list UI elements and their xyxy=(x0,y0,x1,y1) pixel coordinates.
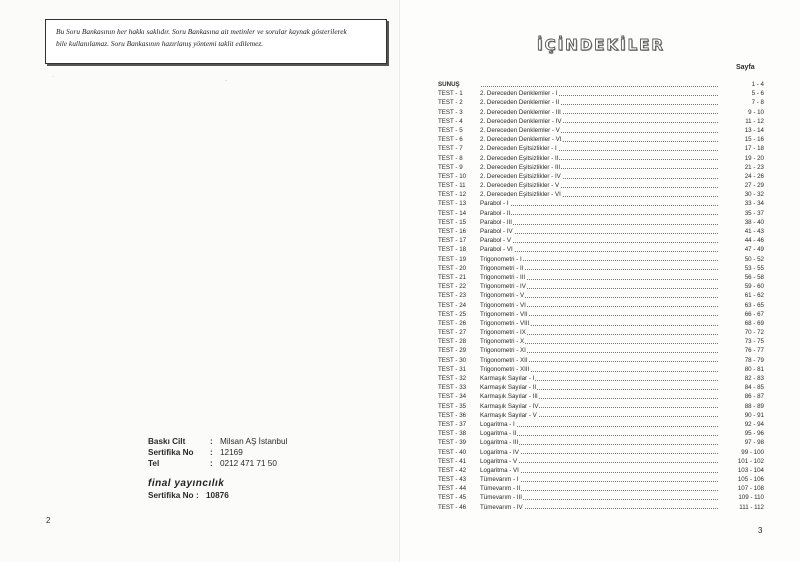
toc-page-range: 66 - 67 xyxy=(744,310,764,318)
toc-row xyxy=(438,374,764,383)
toc-row xyxy=(438,503,764,512)
toc-entry-title xyxy=(480,218,720,227)
toc-page-range: 7 - 8 xyxy=(751,99,764,107)
toc-row xyxy=(438,264,764,273)
scan-speck: · xyxy=(225,78,227,84)
toc-test-number: TEST - 28 xyxy=(438,338,467,346)
toc-entry-title-text: Karmaşık Sayılar - III xyxy=(480,393,538,401)
toc-test-number: TEST - 29 xyxy=(438,347,467,355)
toc-row xyxy=(438,429,764,438)
toc-entry-title xyxy=(480,190,720,199)
toc-test-number: TEST - 45 xyxy=(438,494,467,502)
toc-entry-title-text: 2. Dereceden Denklemler - V xyxy=(480,126,560,134)
toc-row xyxy=(438,392,764,401)
toc-entry-title xyxy=(480,411,720,420)
toc-entry-title-text: 2. Dereceden Eşitsizlikler - III xyxy=(480,163,561,171)
toc-page-range: 50 - 52 xyxy=(744,255,764,263)
toc-test-number: TEST - 22 xyxy=(438,283,467,291)
toc-entry-title-text: 2. Dereceden Eşitsizlikler - IV xyxy=(480,172,561,180)
toc-entry-title-text: Karmaşık Sayılar - I xyxy=(480,375,535,382)
toc-entry-title xyxy=(480,475,720,484)
toc-page-range: 73 - 75 xyxy=(744,338,764,346)
toc-page-range: 56 - 58 xyxy=(744,273,764,281)
toc-page-range: 68 - 69 xyxy=(744,319,764,327)
toc-page-range: 59 - 60 xyxy=(744,283,764,291)
toc-row xyxy=(438,98,764,107)
page-number-right: 3 xyxy=(758,526,763,535)
toc-entry-title xyxy=(480,457,720,466)
imprint-row xyxy=(148,458,287,469)
toc-entry-title xyxy=(480,181,720,190)
toc-entry-title-text: Parabol - II xyxy=(480,209,511,217)
imprint-row xyxy=(148,447,287,458)
toc-entry-title xyxy=(480,420,720,429)
toc-entry-title-text: Parabol - III xyxy=(480,218,512,226)
toc-page-range: 19 - 20 xyxy=(744,154,764,162)
toc-test-number: TEST - 17 xyxy=(438,237,467,245)
toc-page-range: 103 - 104 xyxy=(737,466,764,474)
toc-page-range: 109 - 110 xyxy=(738,494,764,502)
toc-page-range: 41 - 43 xyxy=(744,228,764,235)
toc-entry-title xyxy=(480,503,720,512)
toc-entry-title-text: 2. Dereceden Denklemler - VI xyxy=(480,136,562,144)
toc-entry-title xyxy=(480,365,720,374)
toc-entry-title xyxy=(480,438,720,447)
toc-row xyxy=(438,438,764,447)
toc-page-range: 17 - 18 xyxy=(744,145,764,153)
toc-row xyxy=(438,301,764,310)
toc-entry-title-text: Trigonometri - III xyxy=(480,273,526,281)
toc-entry-title-text: Logaritma - IV xyxy=(480,448,519,456)
toc-test-number: TEST - 9 xyxy=(438,163,463,171)
toc-page-range: 101 - 102 xyxy=(737,457,764,465)
toc-test-number: TEST - 30 xyxy=(438,356,467,364)
toc-row xyxy=(438,117,764,126)
toc-test-number: TEST - 5 xyxy=(438,126,463,134)
publisher-certificate xyxy=(148,491,229,500)
toc-row xyxy=(438,227,764,236)
toc-test-number: TEST - 23 xyxy=(438,292,467,300)
toc-entry-title xyxy=(480,402,720,411)
toc-page-range: 1 - 4 xyxy=(751,81,764,88)
toc-row xyxy=(438,365,764,374)
toc-page-range: 76 - 77 xyxy=(744,347,764,355)
toc-entry-title xyxy=(480,163,720,172)
toc-test-number: TEST - 7 xyxy=(438,145,463,153)
toc-test-number: TEST - 8 xyxy=(438,154,463,162)
toc-entry-title xyxy=(480,383,720,392)
toc-row xyxy=(438,346,764,355)
toc-entry-title-text: Trigonometri - IX xyxy=(480,329,526,337)
toc-page-range: 30 - 32 xyxy=(744,191,764,199)
toc-entry-title-text: Tümevarım - I xyxy=(480,476,519,484)
toc-entry-title xyxy=(480,117,720,126)
toc-entry-title-text: Parabol - V xyxy=(480,237,511,245)
toc-row xyxy=(438,236,764,245)
toc-row xyxy=(438,218,764,227)
toc-entry-title xyxy=(480,374,720,383)
toc-page-range: 95 - 96 xyxy=(744,430,764,438)
toc-row xyxy=(438,154,764,163)
toc-test-number: TEST - 37 xyxy=(438,420,467,428)
toc-test-number: TEST - 25 xyxy=(438,310,467,318)
toc-test-number: TEST - 13 xyxy=(438,200,467,208)
toc-entry-title-text: Parabol - VI xyxy=(480,246,513,254)
scan-speck: · xyxy=(52,74,54,80)
toc-page-range: 61 - 62 xyxy=(744,292,764,300)
toc-entry-title xyxy=(480,236,720,245)
toc-page-range: 35 - 37 xyxy=(744,209,764,217)
toc-test-number: TEST - 42 xyxy=(438,466,467,474)
toc-test-number: TEST - 21 xyxy=(438,273,467,281)
toc-page-range: 107 - 108 xyxy=(737,485,764,493)
toc-page-range: 38 - 40 xyxy=(744,218,764,226)
toc-row xyxy=(438,457,764,466)
toc-test-number: TEST - 6 xyxy=(438,136,463,144)
toc-entry-title-text: Trigonometri - I xyxy=(480,255,522,263)
toc-row xyxy=(438,466,764,475)
toc-entry-title-text: Trigonometri - VII xyxy=(480,310,528,318)
toc-test-number: SUNUŞ xyxy=(438,81,460,88)
copyright-line: Bu Soru Bankasının her hakkı saklıdır. Soru Bankasına ait metinler ve sorular kaynak gösterilerek xyxy=(56,27,347,36)
page-column-header: Sayfa xyxy=(736,64,755,71)
toc-page-range: 80 - 81 xyxy=(744,365,764,373)
toc-entry-title-text: 2. Dereceden Eşitsizlikler - II xyxy=(480,154,559,162)
toc-test-number: TEST - 46 xyxy=(438,503,467,511)
toc-test-number: TEST - 3 xyxy=(438,108,463,116)
toc-test-number: TEST - 15 xyxy=(438,218,467,226)
toc-page-range: 21 - 23 xyxy=(744,163,764,171)
toc-row xyxy=(438,484,764,493)
toc-page-range: 11 - 12 xyxy=(745,117,764,125)
toc-entry-title-text: Trigonometri - XII xyxy=(480,356,528,364)
imprint-block xyxy=(148,436,287,469)
toc-test-number: TEST - 39 xyxy=(438,439,467,447)
toc-test-number: TEST - 16 xyxy=(438,228,467,235)
toc-entry-title xyxy=(480,392,720,401)
toc-page-range: 111 - 112 xyxy=(739,503,764,511)
toc-test-number: TEST - 35 xyxy=(438,402,467,410)
toc-row xyxy=(438,255,764,264)
toc-page-range: 5 - 6 xyxy=(751,90,764,98)
toc-row xyxy=(438,126,764,135)
toc-page-range: 24 - 26 xyxy=(744,172,764,180)
toc-page-range: 44 - 46 xyxy=(744,237,764,245)
toc-row xyxy=(438,190,764,199)
toc-entry-title xyxy=(480,255,720,264)
toc-test-number: TEST - 36 xyxy=(438,411,467,419)
toc-row xyxy=(438,108,764,117)
toc-entry-title-text: Parabol - IV xyxy=(480,228,513,235)
toc-row xyxy=(438,245,764,254)
toc-entry-title-text: Logaritma - II xyxy=(480,430,517,438)
toc-entry-title-text: Parabol - I xyxy=(480,200,509,208)
toc-page-range: 92 - 94 xyxy=(744,420,764,428)
page-number-left: 2 xyxy=(46,516,51,525)
toc-entry-title xyxy=(480,319,720,328)
toc-entry-title-text: Logaritma - I xyxy=(480,420,515,428)
toc-entry-title-text: 2. Dereceden Eşitsizlikler - VI xyxy=(480,191,561,199)
toc-entry-title-text: Trigonometri - XI xyxy=(480,347,526,355)
toc-entry-title-text: Trigonometri - IV xyxy=(480,283,526,291)
toc-test-number: TEST - 27 xyxy=(438,329,467,337)
toc-entry-title xyxy=(480,493,720,502)
toc-entry-title-text: 2. Dereceden Eşitsizlikler - V xyxy=(480,182,560,190)
toc-row xyxy=(438,493,764,502)
toc-page-range: 84 - 85 xyxy=(744,384,764,392)
toc-row xyxy=(438,172,764,181)
toc-entry-title xyxy=(480,80,720,89)
toc-page-range: 88 - 89 xyxy=(744,402,764,410)
toc-row xyxy=(438,163,764,172)
toc-page-range: 33 - 34 xyxy=(744,200,764,208)
toc-row xyxy=(438,402,764,411)
imprint-row xyxy=(148,436,287,447)
toc-page-range: 27 - 29 xyxy=(744,182,764,190)
toc-entry-title xyxy=(480,144,720,153)
toc-entry-title xyxy=(480,448,720,457)
toc-entry-title-text: Trigonometri - VI xyxy=(480,301,526,309)
colon: : xyxy=(196,491,199,500)
toc-entry-title xyxy=(480,245,720,254)
certificate-label: Sertifika No xyxy=(148,491,194,500)
toc-entry-title xyxy=(480,337,720,346)
publisher-logo: final yayıncılık xyxy=(148,478,225,489)
colon: : xyxy=(210,448,213,457)
toc-entry-title xyxy=(480,172,720,181)
copyright-line: bile kullanılamaz. Soru Bankasının hazırlanış yöntemi taklit edilemez. xyxy=(56,38,264,48)
toc-test-number: TEST - 32 xyxy=(438,375,467,382)
toc-entry-title xyxy=(480,209,720,218)
imprint-value: 12169 xyxy=(220,448,243,457)
copyright-notice-box xyxy=(45,19,387,64)
toc-row xyxy=(438,448,764,457)
toc-test-number: TEST - 1 xyxy=(438,90,463,98)
toc-entry-title-text: Trigonometri - II xyxy=(480,264,524,272)
toc-page-range: 99 - 100 xyxy=(741,448,764,456)
toc-page-range: 63 - 65 xyxy=(744,301,764,309)
toc-entry-title xyxy=(480,356,720,365)
imprint-value: Milsan AŞ İstanbul xyxy=(220,437,288,446)
toc-test-number: TEST - 4 xyxy=(438,117,463,125)
toc-row xyxy=(438,273,764,282)
toc-test-number: TEST - 26 xyxy=(438,319,467,327)
toc-page-range: 90 - 91 xyxy=(744,411,764,419)
toc-entry-title-text: 2. Dereceden Denklemler - III xyxy=(480,108,561,116)
toc-entry-title xyxy=(480,108,720,117)
toc-test-number: TEST - 33 xyxy=(438,384,467,392)
toc-entry-title-text: 2. Dereceden Denklemler - IV xyxy=(480,117,562,125)
toc-entry-title-text: Trigonometri - X xyxy=(480,338,525,346)
toc-test-number: TEST - 24 xyxy=(438,301,467,309)
toc-row xyxy=(438,181,764,190)
toc-entry-title xyxy=(480,484,720,493)
toc-test-number: TEST - 38 xyxy=(438,430,467,438)
toc-entry-title-text: Tümevarım - IV xyxy=(480,503,523,511)
toc-page-range: 86 - 87 xyxy=(744,393,764,401)
imprint-label: Sertifika No xyxy=(148,448,194,457)
toc-row xyxy=(438,383,764,392)
toc-test-number: TEST - 18 xyxy=(438,246,467,254)
toc-entry-title xyxy=(480,310,720,319)
toc-entry-title-text: Tümevarım - II xyxy=(480,485,521,493)
toc-page-range: 105 - 106 xyxy=(737,476,764,484)
toc-entry-title xyxy=(480,154,720,163)
toc-row xyxy=(438,80,764,89)
toc-page-range: 70 - 72 xyxy=(744,329,764,337)
toc-row xyxy=(438,420,764,429)
toc-row xyxy=(438,199,764,208)
toc-entry-title-text: Logaritma - VI xyxy=(480,466,519,474)
toc-entry-title xyxy=(480,264,720,273)
toc-entry-title xyxy=(480,135,720,144)
toc-row xyxy=(438,319,764,328)
toc-test-number: TEST - 11 xyxy=(438,182,466,190)
colon: : xyxy=(210,437,213,446)
toc-page-range: 9 - 10 xyxy=(748,108,764,116)
toc-entry-title-text: Tümevarım - III xyxy=(480,494,522,502)
toc-test-number: TEST - 19 xyxy=(438,255,467,263)
toc-entry-title xyxy=(480,429,720,438)
toc-test-number: TEST - 31 xyxy=(438,365,467,373)
toc-page-range: 53 - 55 xyxy=(744,264,764,272)
toc-row xyxy=(438,144,764,153)
toc-entry-title-text: Trigonometri - VIII xyxy=(480,319,530,327)
toc-entry-title xyxy=(480,126,720,135)
toc-entry-title xyxy=(480,273,720,282)
toc-test-number: TEST - 43 xyxy=(438,476,467,484)
toc-row xyxy=(438,310,764,319)
toc-entry-title xyxy=(480,89,720,98)
toc-row xyxy=(438,411,764,420)
toc-page-range: 97 - 98 xyxy=(744,439,764,447)
imprint-value: 0212 471 71 50 xyxy=(220,459,277,468)
toc-entry-title xyxy=(480,466,720,475)
toc-page-range: 78 - 79 xyxy=(744,356,764,364)
toc-entry-title xyxy=(480,227,720,236)
toc-entry-title-text: Trigonometri - V xyxy=(480,292,525,300)
toc-entry-title-text: 2. Dereceden Denklemler - II xyxy=(480,99,560,107)
toc-entry-title xyxy=(480,301,720,310)
toc-entry-title-text: Trigonometri - XIII xyxy=(480,365,530,373)
table-of-contents xyxy=(438,80,764,512)
toc-entry-title xyxy=(480,98,720,107)
toc-row xyxy=(438,337,764,346)
toc-entry-title-text: 2. Dereceden Denklemler - I xyxy=(480,90,558,98)
toc-entry-title-text: Logaritma - III xyxy=(480,439,519,447)
toc-test-number: TEST - 10 xyxy=(438,172,467,180)
toc-row xyxy=(438,356,764,365)
toc-test-number: TEST - 41 xyxy=(438,457,467,465)
toc-entry-title-text: 2. Dereceden Eşitsizlikler - I xyxy=(480,145,557,153)
colon: : xyxy=(210,459,213,468)
toc-row xyxy=(438,328,764,337)
toc-test-number: TEST - 14 xyxy=(438,209,467,217)
toc-entry-title xyxy=(480,282,720,291)
toc-entry-title xyxy=(480,328,720,337)
toc-test-number: TEST - 40 xyxy=(438,448,467,456)
toc-row xyxy=(438,475,764,484)
toc-entry-title-text: Karmaşık Sayılar - IV xyxy=(480,402,539,410)
toc-page-range: 82 - 83 xyxy=(744,375,764,382)
toc-entry-title xyxy=(480,291,720,300)
toc-test-number: TEST - 44 xyxy=(438,485,467,493)
toc-test-number: TEST - 20 xyxy=(438,264,467,272)
toc-entry-title-text: Karmaşık Sayılar - V xyxy=(480,411,537,419)
toc-entry-title xyxy=(480,346,720,355)
toc-entry-title-text: Logaritma - V xyxy=(480,457,518,465)
toc-row xyxy=(438,89,764,98)
toc-entry-title-text: Karmaşık Sayılar - II xyxy=(480,384,537,392)
toc-title: İÇİNDEKİLER xyxy=(537,36,665,54)
toc-page-range: 47 - 49 xyxy=(744,246,764,254)
imprint-label: Tel xyxy=(148,459,160,468)
toc-row xyxy=(438,135,764,144)
toc-row xyxy=(438,209,764,218)
certificate-value: 10876 xyxy=(206,491,229,500)
toc-entry-title-text xyxy=(480,81,481,88)
toc-row xyxy=(438,282,764,291)
imprint-label: Baskı Cilt xyxy=(148,437,186,446)
toc-page-range: 13 - 14 xyxy=(744,126,764,134)
toc-page-range: 15 - 16 xyxy=(744,136,764,144)
toc-row xyxy=(438,291,764,300)
toc-test-number: TEST - 2 xyxy=(438,99,463,107)
toc-test-number: TEST - 34 xyxy=(438,393,467,401)
toc-test-number: TEST - 12 xyxy=(438,191,467,199)
toc-entry-title xyxy=(480,199,720,208)
